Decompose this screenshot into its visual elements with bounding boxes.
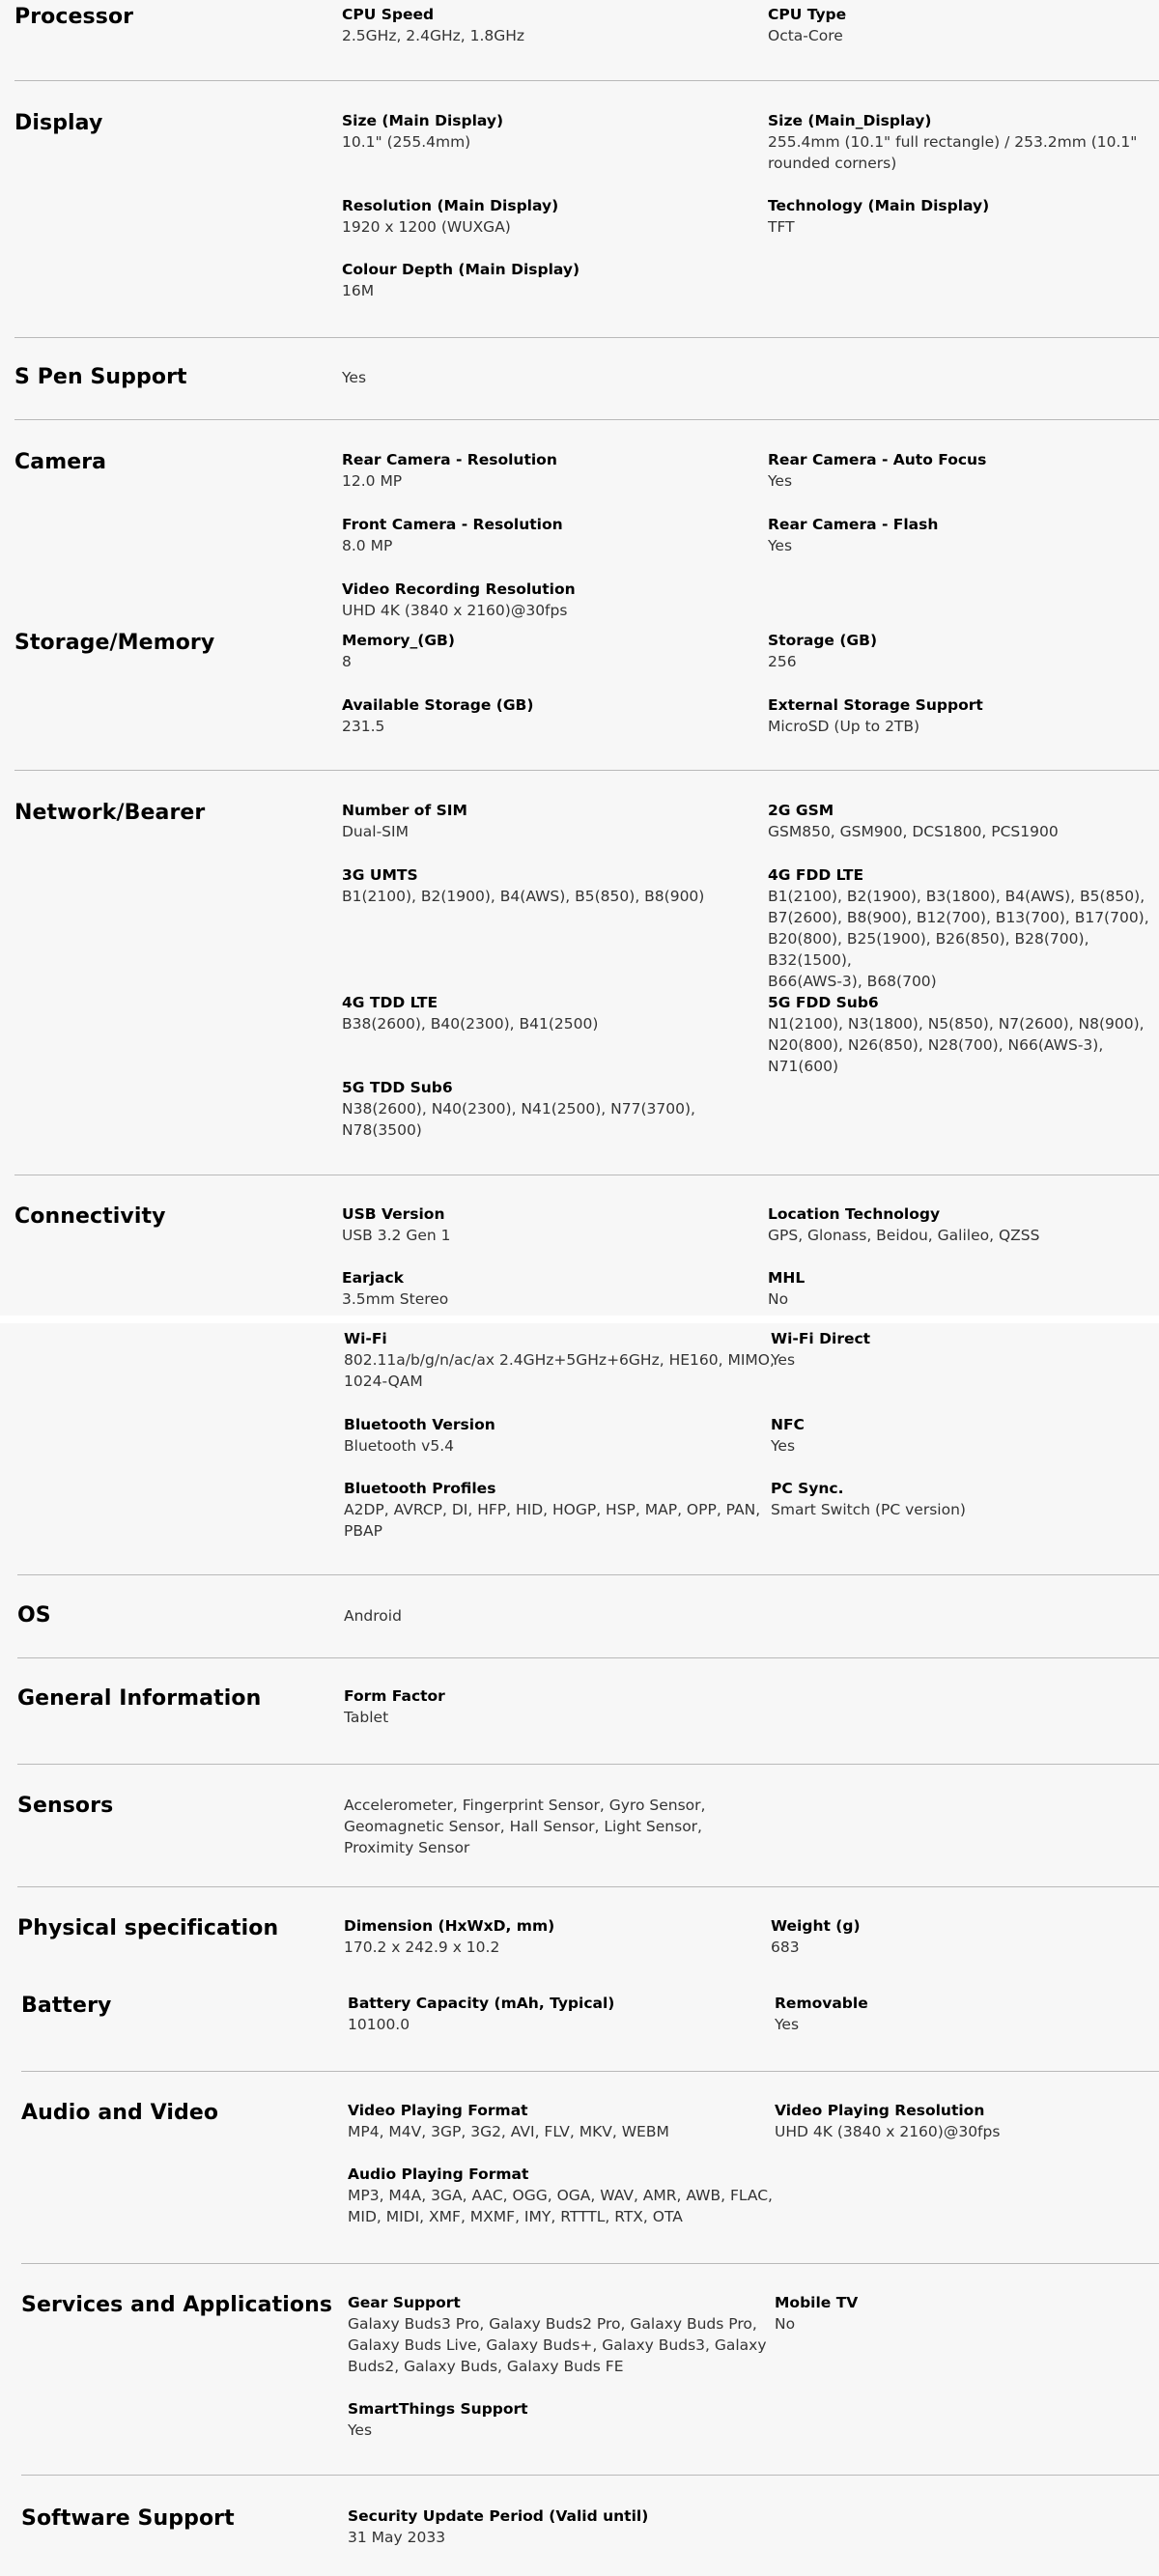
spec-label: Rear Camera - Auto Focus [768, 451, 987, 468]
section-title-services-applications: Services and Applications [21, 2293, 333, 2317]
spec-value: 3.5mm Stereo [342, 1290, 449, 1308]
spec-label: Rear Camera - Resolution [342, 451, 557, 468]
spec-wifi-direct [771, 1328, 870, 1371]
spec-dimension [344, 1915, 554, 1958]
spec-battery-capacity [348, 1993, 614, 2035]
spec-label: Video Recording Resolution [342, 580, 576, 598]
spec-label: Size (Main Display) [342, 112, 504, 129]
spec-value: 16M [342, 282, 375, 299]
section-divider [14, 419, 1159, 420]
spec-value: Yes [348, 2421, 373, 2439]
spec-available-storage [342, 694, 533, 737]
spec-weight [771, 1915, 861, 1958]
spec-value: 2.5GHz, 2.4GHz, 1.8GHz [342, 27, 525, 44]
spec-form-factor [344, 1685, 445, 1728]
spec-storage [768, 630, 877, 672]
section-divider [21, 2071, 1159, 2072]
spec-value: 683 [771, 1939, 800, 1956]
spec-4g-fdd-lte [768, 864, 1159, 992]
section-title-sensors: Sensors [17, 1794, 114, 1818]
spec-label: Front Camera - Resolution [342, 516, 563, 533]
spec-label: External Storage Support [768, 696, 983, 714]
spec-value: N1(2100), N3(1800), N5(850), N7(2600), N8(900), N20(800), N26(850), N28(700), N66(AWS-3), N71(600) [768, 1015, 1145, 1075]
section-title-connectivity: Connectivity [14, 1204, 166, 1229]
spec-value: Tablet [344, 1709, 389, 1726]
spec-value: 8 [342, 653, 352, 670]
section-divider [17, 1764, 1159, 1765]
spec-resolution [342, 195, 558, 238]
spec-earjack [342, 1267, 448, 1310]
spec-label: Video Playing Resolution [775, 2102, 985, 2119]
section-title-software-support: Software Support [21, 2506, 235, 2531]
spec-value: N38(2600), N40(2300), N41(2500), N77(3700), N78(3500) [342, 1100, 695, 1139]
spec-label: CPU Speed [342, 6, 435, 23]
section-title-os: OS [17, 1603, 51, 1628]
spec-label: Bluetooth Profiles [344, 1480, 496, 1497]
spec-label: 2G GSM [768, 802, 834, 819]
spec-smartthings-support [348, 2398, 528, 2441]
spec-location-technology [768, 1203, 1039, 1246]
spec-value: Galaxy Buds3 Pro, Galaxy Buds2 Pro, Galaxy Buds Pro, Galaxy Buds Live, Galaxy Buds+, Galaxy Buds3, Galaxy Buds2, Galaxy Buds, Galaxy Buds FE [348, 2315, 767, 2375]
section-divider [21, 2263, 1159, 2264]
spec-label: Location Technology [768, 1205, 941, 1223]
section-divider [14, 770, 1159, 771]
spec-value: MicroSD (Up to 2TB) [768, 718, 920, 735]
spec-value: Bluetooth v5.4 [344, 1437, 454, 1455]
spec-value: Yes [771, 1351, 796, 1369]
spec-bluetooth-version [344, 1414, 495, 1457]
spec-label: 4G FDD LTE [768, 866, 864, 884]
spec-label: MHL [768, 1269, 806, 1287]
spec-value: Yes [768, 537, 793, 554]
spec-label: Mobile TV [775, 2294, 859, 2311]
section-title-general-information: General Information [17, 1686, 262, 1711]
spec-value: 12.0 MP [342, 472, 403, 490]
spec-label: CPU Type [768, 6, 847, 23]
spec-value: Yes [768, 472, 793, 490]
spec-value: B1(2100), B2(1900), B4(AWS), B5(850), B8(900) [342, 888, 705, 905]
spec-5g-tdd-sub6 [342, 1077, 695, 1141]
spec-value: 8.0 MP [342, 537, 393, 554]
spec-label: Battery Capacity (mAh, Typical) [348, 1995, 615, 2012]
spec-label: NFC [771, 1416, 805, 1433]
spec-value: 31 May 2033 [348, 2529, 446, 2546]
spec-label: 5G TDD Sub6 [342, 1079, 453, 1096]
spec-value: Octa-Core [768, 27, 843, 44]
spec-value: No [768, 1290, 789, 1308]
spec-technology [768, 195, 989, 238]
section-title-spen: S Pen Support [14, 365, 187, 389]
spec-external-storage [768, 694, 983, 737]
spec-value: Yes [342, 369, 367, 386]
spec-value: 10100.0 [348, 2016, 410, 2033]
spec-label: Available Storage (GB) [342, 696, 534, 714]
spec-rear-camera-resolution [342, 449, 557, 492]
spec-label: SmartThings Support [348, 2400, 528, 2418]
spec-value: 10.1" (255.4mm) [342, 133, 471, 151]
spec-usb-version [342, 1203, 450, 1246]
spec-value: 1920 x 1200 (WUXGA) [342, 218, 511, 236]
section-divider [21, 2475, 1159, 2476]
spec-pc-sync [771, 1478, 966, 1520]
spec-rear-camera-autofocus [768, 449, 986, 492]
spec-value: A2DP, AVRCP, DI, HFP, HID, HOGP, HSP, MAP, OPP, PAN, PBAP [344, 1501, 761, 1540]
section-divider [14, 80, 1159, 81]
spec-label: Rear Camera - Flash [768, 516, 939, 533]
section-title-processor: Processor [14, 5, 134, 29]
spec-value: 256 [768, 653, 797, 670]
section-title-display: Display [14, 111, 103, 135]
spec-label: Number of SIM [342, 802, 467, 819]
spec-value: UHD 4K (3840 x 2160)@30fps [342, 602, 568, 619]
spec-cpu-type [768, 4, 846, 46]
spec-label: Form Factor [344, 1687, 445, 1705]
spec-sensors-value [344, 1795, 705, 1858]
section-divider [17, 1574, 1159, 1575]
spec-video-playing-format [348, 2100, 669, 2142]
section-title-storage: Storage/Memory [14, 631, 215, 655]
spec-label: Storage (GB) [768, 632, 878, 649]
spec-cpu-speed [342, 4, 524, 46]
spec-wifi [344, 1328, 775, 1392]
spec-value: B38(2600), B40(2300), B41(2500) [342, 1015, 599, 1033]
spec-value: Yes [775, 2016, 800, 2033]
spec-label: Removable [775, 1995, 868, 2012]
spec-number-of-sim [342, 800, 467, 842]
spec-label: Wi-Fi Direct [771, 1330, 871, 1347]
spec-video-playing-resolution [775, 2100, 1000, 2142]
spec-bluetooth-profiles [344, 1478, 760, 1542]
spec-mhl [768, 1267, 805, 1310]
spec-value: Android [344, 1607, 402, 1625]
section-title-network: Network/Bearer [14, 801, 206, 825]
section-divider [17, 1657, 1159, 1658]
spec-size-main-display [342, 110, 503, 153]
spec-label: Bluetooth Version [344, 1416, 495, 1433]
spec-label: Size (Main_Display) [768, 112, 932, 129]
spec-value: MP4, M4V, 3GP, 3G2, AVI, FLV, MKV, WEBM [348, 2123, 669, 2140]
spec-2g-gsm [768, 800, 1059, 842]
spec-label: Audio Playing Format [348, 2166, 529, 2183]
spec-value: 170.2 x 242.9 x 10.2 [344, 1939, 500, 1956]
spec-5g-fdd-sub6 [768, 992, 1159, 1077]
spec-value: Accelerometer, Fingerprint Sensor, Gyro Sensor, Geomagnetic Sensor, Hall Sensor, Light Sensor, Proximity Sensor [344, 1797, 706, 1856]
spec-removable [775, 1993, 868, 2035]
spec-label: Video Playing Format [348, 2102, 528, 2119]
spec-gear-support [348, 2292, 767, 2377]
spec-label: Wi-Fi [344, 1330, 387, 1347]
spec-value: UHD 4K (3840 x 2160)@30fps [775, 2123, 1001, 2140]
spec-value: 802.11a/b/g/n/ac/ax 2.4GHz+5GHz+6GHz, HE160, MIMO, 1024-QAM [344, 1351, 775, 1390]
section-title-camera: Camera [14, 450, 107, 474]
section-title-audio-video: Audio and Video [21, 2101, 219, 2125]
spec-value: GSM850, GSM900, DCS1800, PCS1900 [768, 823, 1059, 840]
spec-label: Gear Support [348, 2294, 461, 2311]
spec-security-update-period [348, 2505, 648, 2548]
spec-value: 255.4mm (10.1" full rectangle) / 253.2mm (10.1" rounded corners) [768, 133, 1138, 172]
spec-value: MP3, M4A, 3GA, AAC, OGG, OGA, WAV, AMR, AWB, FLAC, MID, MIDI, XMF, MXMF, IMY, RTTTL, RTX, OTA [348, 2187, 773, 2225]
section-divider [14, 337, 1159, 338]
spec-label: Weight (g) [771, 1917, 861, 1935]
spec-spen-value [342, 367, 366, 388]
spec-video-recording-resolution [342, 579, 576, 621]
spec-nfc [771, 1414, 805, 1457]
spec-label: Colour Depth (Main Display) [342, 261, 580, 278]
spec-front-camera-resolution [342, 514, 563, 556]
section-title-battery: Battery [21, 1994, 112, 2018]
spec-label: Dimension (HxWxD, mm) [344, 1917, 555, 1935]
screenshot-seam [0, 1316, 1159, 1323]
spec-label: Earjack [342, 1269, 404, 1287]
spec-memory [342, 630, 455, 672]
spec-value: GPS, Glonass, Beidou, Galileo, QZSS [768, 1227, 1040, 1244]
spec-rear-camera-flash [768, 514, 938, 556]
section-title-physical-specification: Physical specification [17, 1916, 279, 1940]
spec-label: 5G FDD Sub6 [768, 994, 879, 1011]
spec-label: 3G UMTS [342, 866, 418, 884]
spec-label: Resolution (Main Display) [342, 197, 559, 214]
spec-colour-depth [342, 259, 580, 301]
spec-label: Security Update Period (Valid until) [348, 2507, 649, 2525]
spec-label: PC Sync. [771, 1480, 844, 1497]
spec-size-main-display-detail [768, 110, 1159, 174]
spec-value: TFT [768, 218, 795, 236]
spec-value: Dual-SIM [342, 823, 409, 840]
spec-value: Yes [771, 1437, 796, 1455]
spec-mobile-tv [775, 2292, 858, 2335]
spec-value: B1(2100), B2(1900), B3(1800), B4(AWS), B5(850), B7(2600), B8(900), B12(700), B13(700), B17(700), B20(800), B25(1900), B26(850), B28(700), B32(1500), B66(AWS-3), B68(700) [768, 888, 1149, 990]
spec-value: 231.5 [342, 718, 385, 735]
spec-value: USB 3.2 Gen 1 [342, 1227, 451, 1244]
spec-os-value [344, 1605, 402, 1627]
spec-value: No [775, 2315, 796, 2333]
spec-label: Technology (Main Display) [768, 197, 990, 214]
spec-3g-umts [342, 864, 704, 907]
spec-4g-tdd-lte [342, 992, 598, 1034]
spec-audio-playing-format [348, 2164, 773, 2227]
spec-value: Smart Switch (PC version) [771, 1501, 966, 1518]
spec-label: Memory_(GB) [342, 632, 455, 649]
spec-label: 4G TDD LTE [342, 994, 438, 1011]
spec-label: USB Version [342, 1205, 445, 1223]
section-divider [17, 1886, 1159, 1887]
